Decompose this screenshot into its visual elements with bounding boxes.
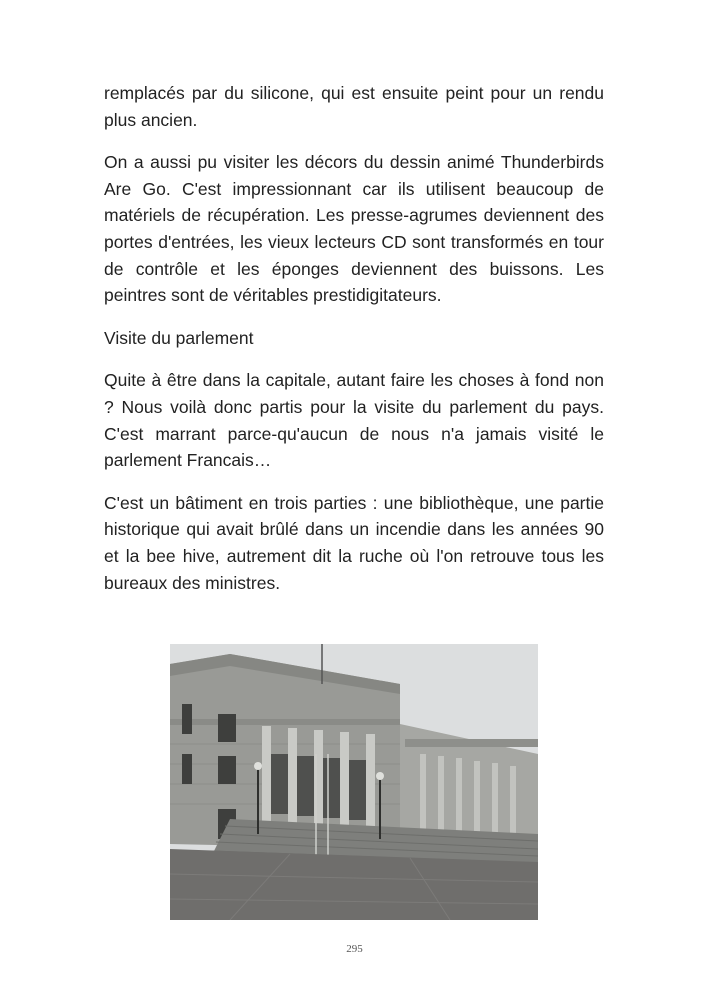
parliament-photo — [170, 644, 538, 920]
parliament-building-illustration — [170, 644, 538, 920]
page-number: 295 — [346, 943, 363, 955]
paragraph-building: C'est un bâtiment en trois parties : une bibliothèque, une partie historique qui avait brûlé dans un incendie dans les années 90 et la bee hive, autrement dit la ruche où l'on retrouve tous les bureaux des ministres. — [104, 492, 604, 593]
paragraph-thunderbirds: On a aussi pu visiter les décors du dessin animé Thunderbirds Are Go. C'est impressionnant car ils utilisent beaucoup de matériels de récupération. Les presse-agrumes deviennent des portes d'entrées, les vieux lecteurs CD sont transformés en tour de contrôle et les éponges deviennent des buissons. Les peintres sont de véritables prestidigitateurs. — [104, 152, 604, 306]
paragraph-capital: Quite à être dans la capitale, autant faire les choses à fond non ? Nous voilà donc partis pour la visite du parlement du pays. C'est marrant parce-qu'aucun de nous n'a jamais visité le parlement Francais… — [104, 370, 604, 471]
paragraph-silicone: remplacés par du silicone, qui est ensuite peint pour un rendu plus ancien. — [104, 83, 604, 130]
section-heading: Visite du parlement — [104, 327, 254, 348]
body-text — [104, 80, 604, 612]
